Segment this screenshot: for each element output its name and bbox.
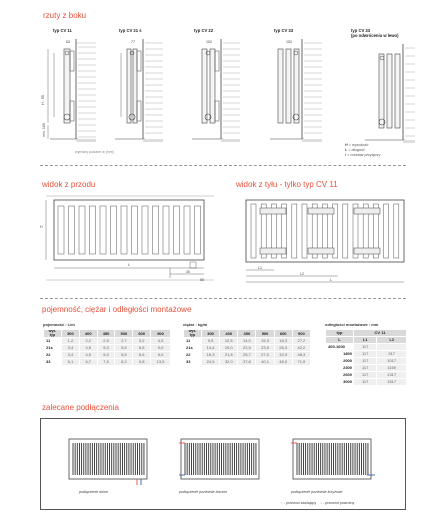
connection-caption: podłączenie dolne: [79, 490, 108, 494]
mount-table: [325, 329, 407, 386]
side-view-drawing: [180, 35, 242, 150]
radiator-fin: [163, 206, 169, 254]
radiator-fin: [174, 206, 180, 254]
table-row: 2300 117 1150: [326, 365, 407, 372]
radiator-fin: [302, 204, 307, 258]
side-view-cv22: [180, 28, 242, 150]
legend-item: L = długość: [345, 148, 365, 152]
front-view-drawing: [40, 192, 220, 292]
radiator-fin: [251, 204, 256, 258]
table-row: 2000 117 1017: [326, 358, 407, 365]
dim-top: 63: [66, 40, 70, 44]
radiator-fin: [384, 204, 389, 258]
header-cell: L: [326, 337, 354, 344]
header-cell: 400: [79, 330, 97, 338]
header-cell: L1: [354, 337, 377, 344]
radiator-fin: [69, 206, 75, 254]
radiator-fin: [195, 206, 201, 254]
dim-back-l1: L1: [258, 266, 262, 270]
side-view-label: typ CV 22: [194, 28, 214, 33]
dim-front-l: L: [128, 263, 130, 267]
mount-table-title: odległości montażowe : mm: [325, 322, 379, 327]
radiator-icon: [67, 435, 149, 485]
dim-front-55: 55: [200, 278, 204, 282]
capacity-table: [43, 329, 171, 366]
header-cell: 500: [256, 330, 274, 338]
radiator-fin: [58, 206, 64, 254]
header-cell: 600: [133, 330, 151, 338]
radiator-fin: [292, 204, 297, 258]
dim-top: 77: [131, 40, 135, 44]
side-view-label-extra: (po odwróceniu w lewo): [351, 33, 399, 38]
radiator-fin: [79, 206, 85, 254]
radiator-fin: [394, 204, 399, 258]
radiator-fin: [121, 206, 127, 254]
side-view-cv33-reversed: [345, 28, 425, 150]
connection-bottom: [67, 435, 149, 494]
flow-legend: ↑ - przewód zasilający ↓ - przewód powrotny: [281, 501, 355, 505]
header-cell: 300: [202, 330, 220, 338]
connection-caption: podłączenie poziednie krzyżowe: [291, 490, 343, 494]
legend-box: [345, 143, 425, 158]
connections-panel: [40, 418, 406, 510]
side-view-label: typ CV 33: [274, 28, 294, 33]
dim-top: 152: [286, 40, 292, 44]
dim-front-h: H: [40, 225, 43, 229]
radiator-fin: [142, 206, 148, 254]
supply-arrow-icon: ↑: [281, 501, 283, 505]
back-view-drawing: [238, 192, 413, 292]
radiator-fin: [111, 206, 117, 254]
radiator-icon: [179, 435, 261, 485]
header-cell: typ: [326, 330, 354, 337]
table-row: 2600 117 1317: [326, 372, 407, 379]
connection-caption: podłączenie poziednie boczne: [179, 490, 228, 494]
radiator-fin: [184, 206, 190, 254]
dim-top: 102: [206, 40, 212, 44]
dim-back-l2: L2: [300, 272, 304, 276]
radiator-fin: [100, 206, 106, 254]
radiator-fin: [343, 204, 348, 258]
divider: [40, 165, 406, 166]
header-cell: 450: [238, 330, 256, 338]
table-row: 21s 14,4 19,0 22,5 23,5 28,3 42,2: [184, 345, 311, 352]
side-view-drawing: [40, 35, 98, 150]
table-row: 22 3,4 4,5 5,0 5,5 6,6 9,0: [44, 352, 171, 359]
weight-table: [183, 329, 311, 366]
weight-table-title: ciężar : kg/m: [183, 322, 208, 327]
table-row: 11 9,5 12,5 14,0 15,3 18,3 27,2: [184, 338, 311, 345]
header-cell: CV 11: [354, 330, 407, 337]
dim-min100: min. 100: [41, 123, 46, 137]
table-row: 33 24,5 32,0 37,8 40,1 48,0 71,9: [184, 359, 311, 366]
legend-item: H = wysokość: [345, 143, 369, 147]
section-title-side-views: rzuty z boku: [43, 11, 87, 20]
table-row: 3000 117 1517: [326, 379, 407, 386]
section-title-capacity: pojemność, ciężar i odległości montażowe: [42, 305, 192, 314]
table-row: 400-1600 117: [326, 344, 407, 351]
dim-back-l: L: [330, 278, 332, 282]
header-cell: 900: [151, 330, 171, 338]
section-title-recommended: zalecane podłączenia: [42, 403, 119, 412]
connection-cross: [291, 435, 375, 494]
side-view-drawing: [345, 40, 415, 150]
return-arrow-icon: ↓: [320, 501, 322, 505]
side-view-cv21s: [105, 28, 165, 150]
units-note: wymiary podane w [mm]: [75, 150, 114, 154]
header-cell: 600: [274, 330, 292, 338]
header-cell: wys. typ: [44, 330, 62, 338]
header-cell: 450: [97, 330, 115, 338]
capacity-table-title: pojemność : L/m: [43, 322, 75, 327]
section-title-back: widok z tyłu - tylko typ CV 11: [236, 180, 338, 189]
header-cell: wys. typ: [184, 330, 202, 338]
side-view-label: typ CV 33: [351, 28, 371, 33]
radiator-fin: [153, 206, 159, 254]
side-view-label: typ CV 21 s: [119, 28, 142, 33]
header-cell: 500: [115, 330, 133, 338]
side-view-drawing: [105, 35, 165, 150]
divider: [40, 298, 406, 299]
table-row: 11 1,2 2,2 2,5 2,7 3,2 4,5: [44, 338, 171, 345]
side-view-label: typ CV 11: [53, 28, 72, 33]
dim-h: H - 55: [40, 95, 45, 105]
radiator-fin: [132, 206, 138, 254]
header-cell: 900: [292, 330, 310, 338]
table-row: 22 16,3 21,8 25,7 27,0 32,9 48,3: [184, 352, 311, 359]
header-cell: 300: [62, 330, 80, 338]
radiator-fin: [90, 206, 96, 254]
section-title-front: widok z przodu: [42, 180, 96, 189]
table-row: 21s 3,4 4,5 5,0 5,5 6,6 9,0: [44, 345, 171, 352]
table-row: 1800 117 917: [326, 351, 407, 358]
header-cell: L2: [377, 337, 407, 344]
side-view-drawing: [258, 35, 324, 150]
connection-side: [179, 435, 261, 494]
radiator-icon: [291, 435, 375, 485]
side-view-cv11: [40, 28, 98, 150]
header-cell: 400: [220, 330, 238, 338]
dim-front-30: 30: [186, 270, 190, 274]
side-view-cv33: [258, 28, 324, 150]
legend-item: I = rozstaw przyłączy: [345, 153, 381, 157]
table-row: 33 5,1 6,7 7,5 8,2 9,8 13,5: [44, 359, 171, 366]
